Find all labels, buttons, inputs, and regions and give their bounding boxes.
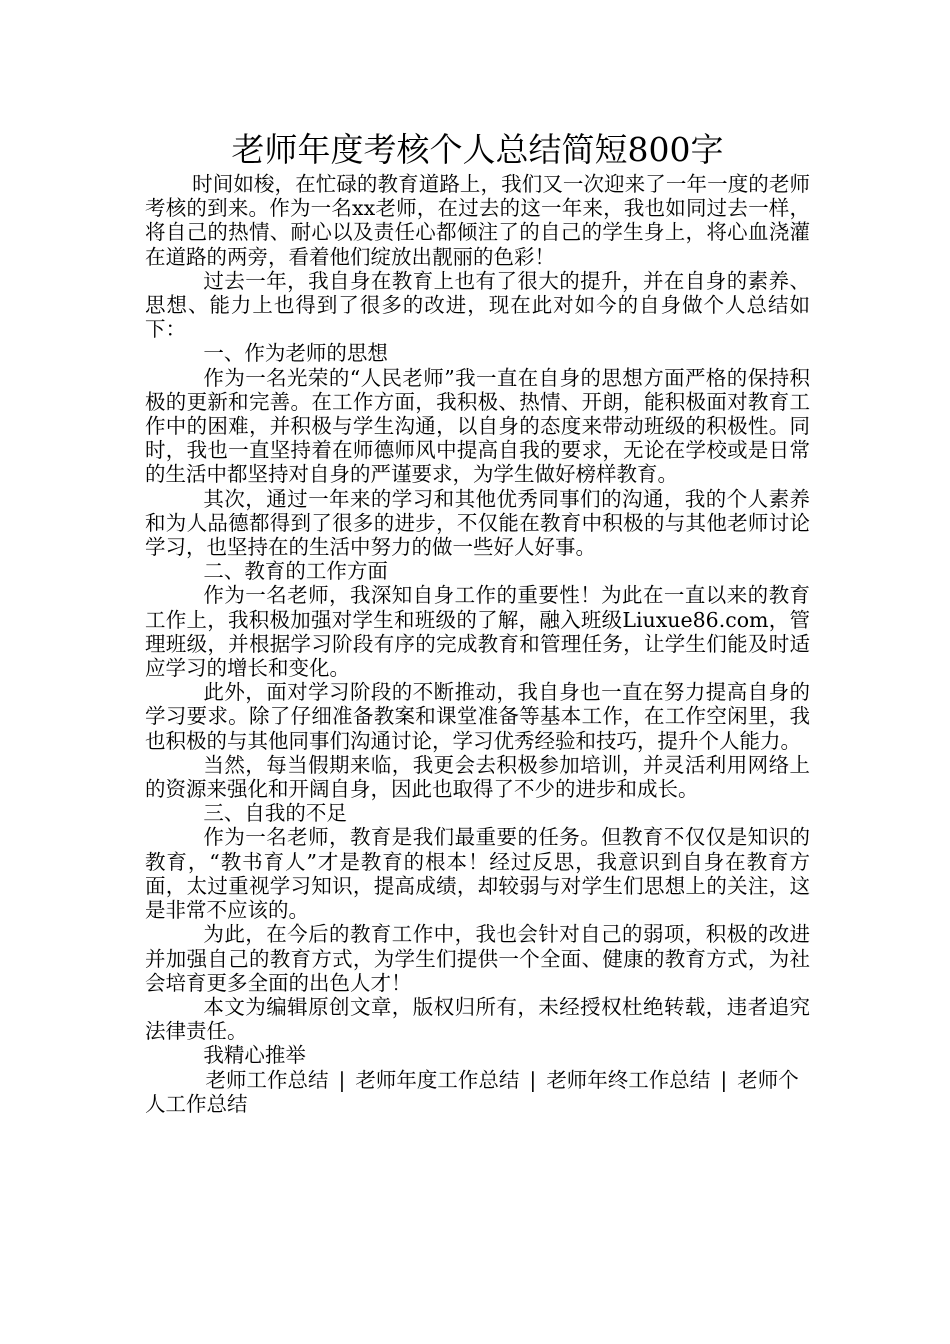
recommend-label: 我精心推举	[203, 1043, 306, 1068]
recommend-link-3[interactable]: 老师年终工作总结	[546, 1067, 711, 1092]
link-separator: |	[529, 1067, 537, 1092]
section-2-paragraph-3: 当然，每当假期来临，我更会去积极参加培训，并灵活利用网络上的资源来强化和开阔自身，因此也取得了不少的进步和成长。	[145, 752, 810, 802]
recommend-links	[145, 1068, 810, 1116]
section-2-paragraph-1: 作为一名老师，我深知自身工作的重要性！为此在一直以来的教育工作上，我积极加强对学生和班级的了解，融入班级Liuxue86.com，管理班级，并根据学习阶段有序的完成教育和管理任务，让学生们能及时适应学习的增长和变化。	[145, 583, 810, 681]
section-1-paragraph-2: 其次，通过一年来的学习和其他优秀同事们的沟通，我的个人素养和为人品德都得到了很多的进步，不仅能在教育中积极的与其他老师讨论学习，也坚持在的生活中努力的做一些好人好事。	[145, 486, 810, 560]
copyright-notice: 本文为编辑原创文章，版权归所有，未经授权杜绝转载，违者追究法律责任。	[145, 994, 810, 1044]
section-1-heading: 一、作为老师的思想	[203, 341, 388, 366]
link-separator: |	[338, 1067, 346, 1092]
recommend-link-1[interactable]: 老师工作总结	[205, 1067, 329, 1092]
intro-paragraph-2: 过去一年，我自身在教育上也有了很大的提升，并在自身的素养、思想、能力上也得到了很多的改进，现在此对如今的自身做个人总结如下：	[145, 268, 810, 342]
recommend-link-4[interactable]: 老师个人工作总结	[145, 1067, 799, 1116]
section-3-paragraph-2: 为此，在今后的教育工作中，我也会针对自己的弱项，积极的改进并加强自己的教育方式，为学生们提供一个全面、健康的教育方式，为社会培育更多全面的出色人才！	[145, 922, 810, 995]
section-2-heading: 二、教育的工作方面	[203, 559, 388, 584]
section-1-paragraph-1: 作为一名光荣的“人民老师”我一直在自身的思想方面严格的保持积极的更新和完善。在工作方面，我积极、热情、开朗，能积极面对教育工作中的困难，并积极与学生沟通，以自身的态度来带动班级的积极性。同时，我也一直坚持着在师德师风中提高自我的要求，无论在学校或是日常的生活中都坚持对自身的严谨要求，为学生做好榜样教育。	[145, 365, 810, 487]
intro-paragraph-1: 时间如梭，在忙碌的教育道路上，我们又一次迎来了一年一度的老师考核的到来。作为一名xx老师，在过去的这一年来，我也如同过去一样，将自己的热情、耐心以及责任心都倾注了的自己的学生身上，将心血浇灌在道路的两旁，看着他们绽放出靓丽的色彩！	[145, 172, 810, 269]
section-3-paragraph-1: 作为一名老师，教育是我们最重要的任务。但教育不仅仅是知识的教育，“教书育人”才是教育的根本！经过反思，我意识到自身在教育方面，太过重视学习知识，提高成绩，却较弱与对学生们思想上的关注，这是非常不应该的。	[145, 825, 810, 923]
section-2-paragraph-2: 此外，面对学习阶段的不断推动，我自身也一直在努力提高自身的学习要求。除了仔细准备教案和课堂准备等基本工作，在工作空闲里，我也积极的与其他同事们沟通讨论，学习优秀经验和技巧，提升个人能力。	[145, 680, 810, 753]
section-3-heading: 三、自我的不足	[203, 801, 347, 826]
recommend-link-2[interactable]: 老师年度工作总结	[355, 1067, 520, 1092]
document-title: 老师年度考核个人总结简短800字	[231, 130, 724, 169]
link-separator: |	[720, 1067, 728, 1092]
document-page	[145, 128, 810, 1116]
